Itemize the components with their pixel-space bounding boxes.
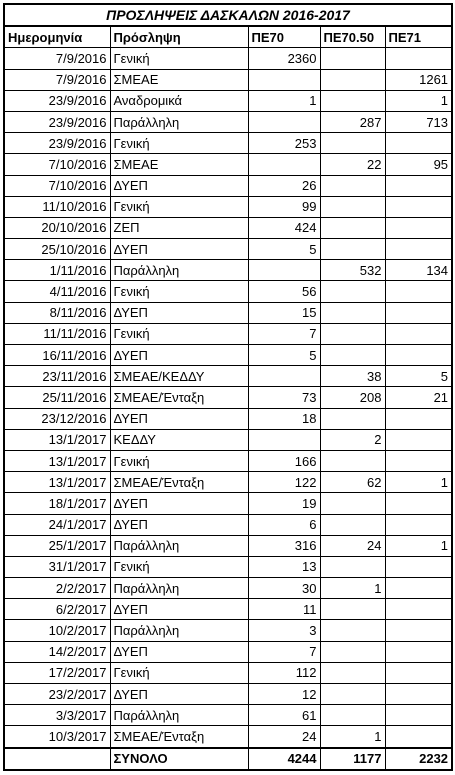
cell-date: 31/1/2017 [4, 556, 110, 577]
table-row [4, 387, 452, 408]
cell-date: 23/9/2016 [4, 133, 110, 154]
cell-pe70-50 [320, 556, 385, 577]
cell-date: 4/11/2016 [4, 281, 110, 302]
cell-pe71 [385, 450, 452, 471]
cell-hiring-type: Αναδρομικά [110, 90, 248, 111]
cell-hiring-type: ΔΥΕΠ [110, 345, 248, 366]
table-row [4, 493, 452, 514]
cell-pe70-50 [320, 48, 385, 69]
cell-date: 23/9/2016 [4, 111, 110, 132]
cell-pe70-50: 24 [320, 535, 385, 556]
cell-pe70-50 [320, 408, 385, 429]
cell-hiring-type: ΔΥΕΠ [110, 684, 248, 705]
cell-pe71 [385, 133, 452, 154]
cell-hiring-type: ΣΜΕΑΕ/Ένταξη [110, 726, 248, 748]
cell-hiring-type: ΣΜΕΑΕ [110, 69, 248, 90]
table-row [4, 239, 452, 260]
cell-pe70: 424 [248, 217, 320, 238]
cell-hiring-type: Γενική [110, 450, 248, 471]
cell-pe71: 1 [385, 472, 452, 493]
cell-pe70: 30 [248, 578, 320, 599]
cell-pe70-50: 22 [320, 154, 385, 175]
cell-pe70-50: 208 [320, 387, 385, 408]
cell-pe70 [248, 154, 320, 175]
table-title: ΠΡΟΣΛΗΨΕΙΣ ΔΑΣΚΑΛΩΝ 2016-2017 [4, 4, 452, 26]
cell-pe71: 713 [385, 111, 452, 132]
header-pe70: ΠΕ70 [248, 26, 320, 48]
cell-pe70 [248, 429, 320, 450]
table-row [4, 429, 452, 450]
cell-pe71 [385, 684, 452, 705]
hiring-table [3, 3, 453, 771]
cell-date: 16/11/2016 [4, 345, 110, 366]
cell-hiring-type: Παράλληλη [110, 535, 248, 556]
cell-pe71 [385, 662, 452, 683]
cell-pe71 [385, 281, 452, 302]
cell-pe71: 1 [385, 535, 452, 556]
table-row [4, 302, 452, 323]
cell-pe70-50 [320, 620, 385, 641]
table-row [4, 90, 452, 111]
cell-date: 7/10/2016 [4, 175, 110, 196]
cell-hiring-type: ΣΜΕΑΕ [110, 154, 248, 175]
cell-pe71 [385, 48, 452, 69]
cell-pe70-50 [320, 705, 385, 726]
cell-pe70 [248, 260, 320, 281]
cell-hiring-type: ΔΥΕΠ [110, 302, 248, 323]
total-row [4, 748, 452, 770]
cell-hiring-type: ΣΜΕΑΕ/ΚΕΔΔΥ [110, 366, 248, 387]
cell-pe71 [385, 302, 452, 323]
cell-pe70: 2360 [248, 48, 320, 69]
cell-hiring-type: Παράλληλη [110, 111, 248, 132]
cell-date: 25/11/2016 [4, 387, 110, 408]
table-row [4, 69, 452, 90]
table-row [4, 599, 452, 620]
cell-date: 11/11/2016 [4, 323, 110, 344]
cell-hiring-type: ΔΥΕΠ [110, 175, 248, 196]
header-hiring-type: Πρόσληψη [110, 26, 248, 48]
cell-date: 17/2/2017 [4, 662, 110, 683]
cell-date: 10/2/2017 [4, 620, 110, 641]
cell-hiring-type: Γενική [110, 556, 248, 577]
cell-pe71 [385, 239, 452, 260]
cell-hiring-type: Γενική [110, 662, 248, 683]
cell-date: 2/2/2017 [4, 578, 110, 599]
table-row [4, 408, 452, 429]
table-row [4, 578, 452, 599]
cell-pe70: 7 [248, 641, 320, 662]
cell-pe70-50: 38 [320, 366, 385, 387]
table-row [4, 281, 452, 302]
spreadsheet [3, 3, 451, 771]
cell-hiring-type: Γενική [110, 281, 248, 302]
cell-pe71: 1261 [385, 69, 452, 90]
header-date: Ημερομηνία [4, 26, 110, 48]
cell-date: 20/10/2016 [4, 217, 110, 238]
table-row [4, 48, 452, 69]
cell-pe71: 21 [385, 387, 452, 408]
cell-hiring-type: Παράλληλη [110, 260, 248, 281]
cell-pe70-50: 287 [320, 111, 385, 132]
cell-date: 14/2/2017 [4, 641, 110, 662]
cell-hiring-type: ΣΜΕΑΕ/Ένταξη [110, 472, 248, 493]
cell-pe70: 112 [248, 662, 320, 683]
cell-pe70: 3 [248, 620, 320, 641]
cell-pe71: 5 [385, 366, 452, 387]
cell-pe71 [385, 345, 452, 366]
cell-date: 18/1/2017 [4, 493, 110, 514]
cell-date: 11/10/2016 [4, 196, 110, 217]
cell-hiring-type: ΖΕΠ [110, 217, 248, 238]
cell-pe71 [385, 323, 452, 344]
cell-pe71: 134 [385, 260, 452, 281]
table-row [4, 154, 452, 175]
cell-date: 23/2/2017 [4, 684, 110, 705]
table-row [4, 345, 452, 366]
table-row [4, 662, 452, 683]
cell-pe70: 5 [248, 239, 320, 260]
cell-pe70: 19 [248, 493, 320, 514]
table-row [4, 260, 452, 281]
cell-pe70-50 [320, 302, 385, 323]
title-row [4, 4, 452, 26]
table-row [4, 366, 452, 387]
cell-pe70-50 [320, 345, 385, 366]
cell-hiring-type: Παράλληλη [110, 578, 248, 599]
table-row [4, 684, 452, 705]
cell-pe70: 7 [248, 323, 320, 344]
table-row [4, 726, 452, 748]
cell-date: 8/11/2016 [4, 302, 110, 323]
cell-pe70: 12 [248, 684, 320, 705]
table-row [4, 556, 452, 577]
cell-pe70: 166 [248, 450, 320, 471]
cell-hiring-type: ΔΥΕΠ [110, 599, 248, 620]
table-row [4, 175, 452, 196]
cell-date: 23/11/2016 [4, 366, 110, 387]
table-row [4, 620, 452, 641]
cell-pe70-50 [320, 196, 385, 217]
cell-pe70-50 [320, 450, 385, 471]
cell-date: 13/1/2017 [4, 472, 110, 493]
cell-pe70-50: 1 [320, 578, 385, 599]
cell-pe70-50 [320, 239, 385, 260]
cell-pe71 [385, 620, 452, 641]
table-row [4, 450, 452, 471]
cell-pe70-50 [320, 323, 385, 344]
cell-pe70: 13 [248, 556, 320, 577]
cell-pe70 [248, 366, 320, 387]
cell-hiring-type: ΔΥΕΠ [110, 493, 248, 514]
cell-pe70: 99 [248, 196, 320, 217]
cell-pe71 [385, 578, 452, 599]
cell-pe71 [385, 599, 452, 620]
table-row [4, 535, 452, 556]
header-pe71: ΠΕ71 [385, 26, 452, 48]
table-row [4, 323, 452, 344]
cell-pe70-50 [320, 684, 385, 705]
cell-pe71 [385, 514, 452, 535]
cell-pe70-50: 1 [320, 726, 385, 748]
table-row [4, 111, 452, 132]
cell-hiring-type: Παράλληλη [110, 620, 248, 641]
table-row [4, 196, 452, 217]
cell-pe70: 73 [248, 387, 320, 408]
cell-pe70: 1 [248, 90, 320, 111]
cell-pe70: 316 [248, 535, 320, 556]
cell-pe70-50 [320, 217, 385, 238]
cell-date: 25/1/2017 [4, 535, 110, 556]
cell-date: 10/3/2017 [4, 726, 110, 748]
cell-pe70-50: 532 [320, 260, 385, 281]
cell-date: 6/2/2017 [4, 599, 110, 620]
cell-pe70: 56 [248, 281, 320, 302]
cell-pe70: 18 [248, 408, 320, 429]
cell-date: 23/9/2016 [4, 90, 110, 111]
cell-pe70-50 [320, 69, 385, 90]
cell-pe70-50 [320, 599, 385, 620]
cell-pe70: 26 [248, 175, 320, 196]
total-pe70: 4244 [248, 748, 320, 770]
cell-pe71 [385, 429, 452, 450]
cell-pe71: 95 [385, 154, 452, 175]
cell-pe70: 15 [248, 302, 320, 323]
cell-date: 23/12/2016 [4, 408, 110, 429]
cell-date: 13/1/2017 [4, 450, 110, 471]
cell-pe70: 6 [248, 514, 320, 535]
cell-pe71 [385, 705, 452, 726]
cell-pe71 [385, 217, 452, 238]
table-row [4, 641, 452, 662]
table-row [4, 472, 452, 493]
cell-hiring-type: ΣΜΕΑΕ/Ένταξη [110, 387, 248, 408]
cell-date: 1/11/2016 [4, 260, 110, 281]
cell-date: 7/9/2016 [4, 69, 110, 90]
cell-pe71 [385, 556, 452, 577]
cell-pe70-50 [320, 90, 385, 111]
cell-pe70: 253 [248, 133, 320, 154]
total-label: ΣΥΝΟΛΟ [110, 748, 248, 770]
cell-hiring-type: ΚΕΔΔΥ [110, 429, 248, 450]
cell-pe71: 1 [385, 90, 452, 111]
cell-pe70 [248, 69, 320, 90]
cell-pe70: 122 [248, 472, 320, 493]
cell-pe71 [385, 726, 452, 748]
table-row [4, 217, 452, 238]
cell-hiring-type: Παράλληλη [110, 705, 248, 726]
cell-pe70-50 [320, 281, 385, 302]
header-pe70-50: ΠΕ70.50 [320, 26, 385, 48]
cell-pe70-50 [320, 641, 385, 662]
cell-pe70-50 [320, 175, 385, 196]
cell-hiring-type: Γενική [110, 196, 248, 217]
cell-date: 25/10/2016 [4, 239, 110, 260]
cell-date: 24/1/2017 [4, 514, 110, 535]
header-row [4, 26, 452, 48]
cell-date: 7/9/2016 [4, 48, 110, 69]
cell-pe71 [385, 408, 452, 429]
cell-pe70-50: 62 [320, 472, 385, 493]
table-row [4, 133, 452, 154]
cell-pe70-50 [320, 493, 385, 514]
cell-date: 7/10/2016 [4, 154, 110, 175]
table-row [4, 514, 452, 535]
cell-hiring-type: ΔΥΕΠ [110, 514, 248, 535]
cell-hiring-type: Γενική [110, 323, 248, 344]
cell-hiring-type: ΔΥΕΠ [110, 408, 248, 429]
cell-pe71 [385, 493, 452, 514]
cell-pe71 [385, 641, 452, 662]
cell-pe70-50 [320, 662, 385, 683]
cell-hiring-type: ΔΥΕΠ [110, 239, 248, 260]
cell-pe70 [248, 111, 320, 132]
cell-pe70: 5 [248, 345, 320, 366]
cell-pe70: 11 [248, 599, 320, 620]
cell-hiring-type: Γενική [110, 133, 248, 154]
cell-pe70-50 [320, 514, 385, 535]
cell-pe71 [385, 175, 452, 196]
cell-pe70-50 [320, 133, 385, 154]
table-row [4, 705, 452, 726]
cell-pe70-50: 2 [320, 429, 385, 450]
cell-date: 3/3/2017 [4, 705, 110, 726]
cell-date: 13/1/2017 [4, 429, 110, 450]
total-empty [4, 748, 110, 770]
cell-pe70: 61 [248, 705, 320, 726]
cell-hiring-type: ΔΥΕΠ [110, 641, 248, 662]
cell-pe71 [385, 196, 452, 217]
total-pe70-50: 1177 [320, 748, 385, 770]
cell-pe70: 24 [248, 726, 320, 748]
total-pe71: 2232 [385, 748, 452, 770]
cell-hiring-type: Γενική [110, 48, 248, 69]
